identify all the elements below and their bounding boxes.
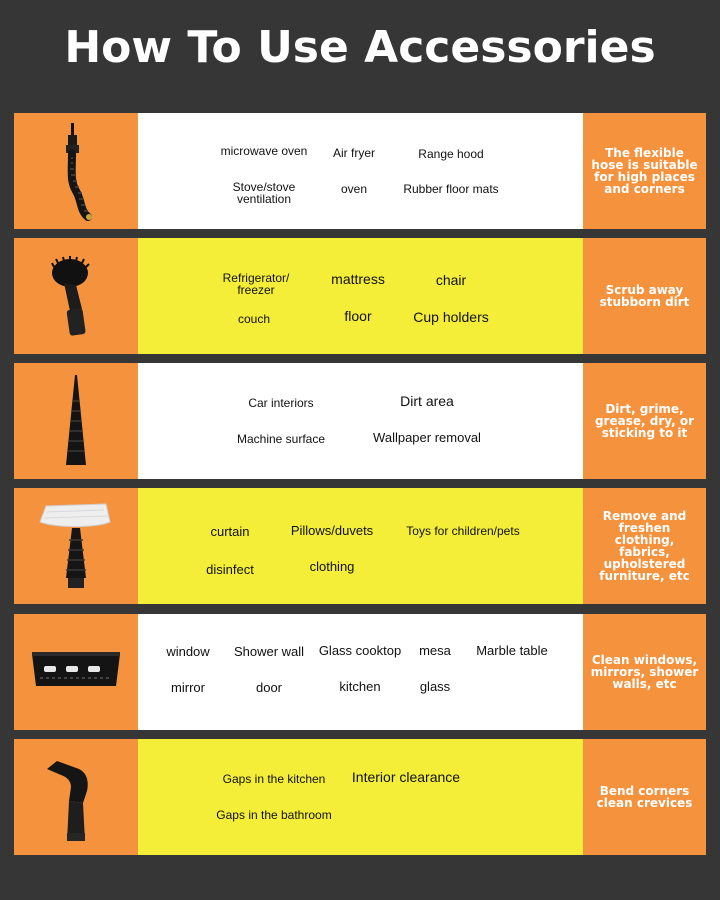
icon-cell <box>14 488 138 604</box>
usage-item: Car interiors <box>248 396 314 410</box>
usage-item: mirror <box>171 680 205 695</box>
usage-panel <box>138 488 583 604</box>
icon-cell <box>14 739 138 855</box>
usage-item: Shower wall <box>233 644 305 659</box>
usage-panel <box>138 238 583 354</box>
usage-item: disinfect <box>206 562 254 577</box>
accessory-description: Dirt, grime, grease, dry, or sticking to it <box>583 363 706 479</box>
usage-item: Wallpaper removal <box>373 430 481 445</box>
usage-panel <box>138 363 583 479</box>
usage-item: Interior clearance <box>351 769 461 785</box>
icon-cell <box>14 238 138 354</box>
usage-panel <box>138 739 583 855</box>
page-title: How To Use Accessories <box>64 22 656 73</box>
cloth-pad-icon <box>36 498 116 594</box>
usage-item: Gaps in the bathroom <box>216 808 332 822</box>
usage-panel <box>138 113 583 229</box>
usage-item: mesa <box>419 643 451 658</box>
usage-item: Stove/stove ventilation <box>232 180 296 206</box>
usage-item: chair <box>435 272 467 288</box>
usage-item: Glass cooktop <box>318 643 402 658</box>
usage-item: glass <box>419 679 451 694</box>
accessory-row-brush <box>14 238 706 354</box>
usage-item: Refrigerator/ freezer <box>222 271 290 297</box>
usage-item: Toys for children/pets <box>406 524 520 538</box>
hose-nozzle-icon <box>46 121 106 221</box>
accessory-description: Remove and freshen clothing, fabrics, upholstered furniture, etc <box>583 488 706 604</box>
usage-item: door <box>255 680 283 695</box>
usage-item: Air fryer <box>333 146 375 160</box>
usage-item: Dirt area <box>400 393 454 409</box>
usage-item: curtain <box>210 524 250 539</box>
usage-item: mattress <box>331 271 385 287</box>
usage-item: microwave oven <box>220 144 308 158</box>
accessory-description: Clean windows, mirrors, shower walls, etc <box>583 614 706 730</box>
usage-panel <box>138 614 583 730</box>
icon-cell <box>14 614 138 730</box>
usage-item: clothing <box>309 559 355 574</box>
usage-item: couch <box>237 312 271 326</box>
usage-item: Gaps in the kitchen <box>222 772 326 786</box>
angled-nozzle-icon <box>41 747 111 847</box>
icon-cell <box>14 363 138 479</box>
usage-item: Range hood <box>418 147 484 161</box>
accessory-row-window <box>14 614 706 730</box>
accessory-description: The flexible hose is suitable for high places and corners <box>583 113 706 229</box>
usage-item: Rubber floor mats <box>403 182 499 196</box>
usage-item: window <box>166 644 210 659</box>
accessory-row-hose <box>14 113 706 229</box>
brush-head-icon <box>46 251 106 341</box>
accessory-description: Bend corners clean crevices <box>583 739 706 855</box>
usage-item: oven <box>340 182 368 196</box>
cone-nozzle-icon <box>56 371 96 471</box>
accessory-row-cone <box>14 363 706 479</box>
usage-item: Marble table <box>476 643 548 658</box>
usage-item: Pillows/duvets <box>290 523 374 538</box>
accessory-row-angled <box>14 739 706 855</box>
icon-cell <box>14 113 138 229</box>
accessory-description: Scrub away stubborn dirt <box>583 238 706 354</box>
accessory-row-cloth <box>14 488 706 604</box>
usage-item: floor <box>344 308 372 324</box>
usage-item: Cup holders <box>413 309 489 325</box>
window-squeegee-icon <box>26 642 126 702</box>
usage-item: kitchen <box>339 679 381 694</box>
usage-item: Machine surface <box>236 432 326 446</box>
